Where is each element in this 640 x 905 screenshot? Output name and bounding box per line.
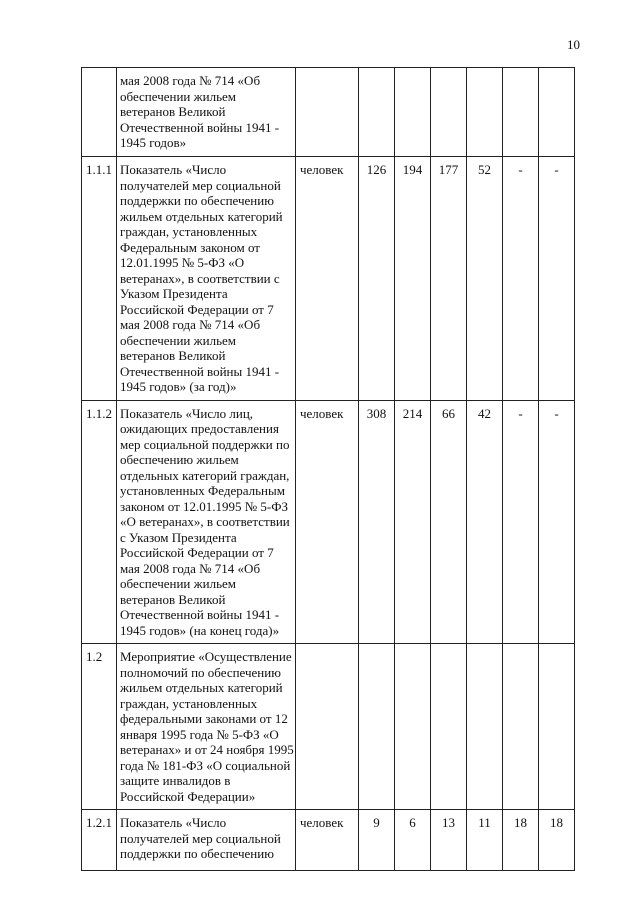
description-line: обеспечении жильем xyxy=(120,332,236,348)
description-line: законом от 12.01.1995 № 5-ФЗ xyxy=(120,498,289,514)
unit-cell: человек xyxy=(296,810,359,871)
description-line: января 1995 года № 5-ФЗ «О xyxy=(120,726,279,742)
description-line: Показатель «Число xyxy=(120,815,227,830)
description-line: Показатель «Число xyxy=(120,162,227,177)
row-number-cell: 1.1.2 xyxy=(82,400,117,644)
value-cell-5 xyxy=(503,68,539,157)
table-row xyxy=(82,400,575,644)
description-line: граждан, установленных xyxy=(120,224,258,239)
description-line: обеспечении жильем xyxy=(120,576,236,591)
description-line: жильем отдельных категорий xyxy=(120,680,283,695)
description-line: Указом Президента xyxy=(120,286,228,301)
description-line: ветеранов Великой xyxy=(120,348,226,363)
description-line: поддержки по обеспечению xyxy=(120,846,274,861)
description-line: с Указом Президента xyxy=(120,529,237,545)
row-number-cell: 1.2.1 xyxy=(82,810,117,871)
description-line: мер социальной поддержки по xyxy=(120,436,290,452)
table-body xyxy=(82,68,575,871)
value-cell-5 xyxy=(503,644,539,810)
indicators-table xyxy=(81,67,575,871)
value-cell-4: 52 xyxy=(467,157,503,401)
value-cell-1: 9 xyxy=(359,810,395,871)
table-row xyxy=(82,157,575,401)
value-cell-1 xyxy=(359,68,395,157)
description-line: мая 2008 года № 714 «Об xyxy=(120,317,261,332)
description-cell xyxy=(117,68,296,157)
value-cell-3: 177 xyxy=(431,157,467,401)
description-cell xyxy=(117,400,296,644)
unit-cell: человек xyxy=(296,157,359,401)
unit-cell: человек xyxy=(296,400,359,644)
description-line: обеспечении жильем xyxy=(120,88,236,104)
description-cell xyxy=(117,157,296,401)
page-number: 10 xyxy=(567,37,580,52)
value-cell-6 xyxy=(539,68,575,157)
description-line: Российской Федерации от 7 xyxy=(120,545,274,560)
value-cell-3: 66 xyxy=(431,400,467,644)
row-number-cell xyxy=(82,68,117,157)
value-cell-5: - xyxy=(503,157,539,401)
value-cell-3 xyxy=(431,644,467,810)
value-cell-2: 6 xyxy=(395,810,431,871)
value-cell-6 xyxy=(539,644,575,810)
value-cell-1: 126 xyxy=(359,157,395,401)
description-line: года № 181-ФЗ «О социальной xyxy=(120,757,291,773)
description-line: установленных Федеральным xyxy=(120,483,285,498)
description-line: Отечественной войны 1941 - xyxy=(120,119,280,135)
value-cell-2: 214 xyxy=(395,400,431,644)
value-cell-4 xyxy=(467,68,503,157)
row-number-cell: 1.1.1 xyxy=(82,157,117,401)
description-line: отдельных категорий граждан, xyxy=(120,467,290,483)
value-cell-6: - xyxy=(539,157,575,401)
description-cell xyxy=(117,644,296,810)
value-cell-2 xyxy=(395,644,431,810)
description-line: граждан, установленных xyxy=(120,695,258,711)
value-cell-2 xyxy=(395,68,431,157)
unit-cell xyxy=(296,644,359,810)
value-cell-1: 308 xyxy=(359,400,395,644)
value-cell-3 xyxy=(431,68,467,157)
value-cell-6: 18 xyxy=(539,810,575,871)
description-line: Российской Федерации» xyxy=(120,788,256,804)
description-line: 1945 годов» (за год)» xyxy=(120,379,237,394)
description-line: Показатель «Число лиц, xyxy=(120,405,254,421)
value-cell-6: - xyxy=(539,400,575,644)
value-cell-5: 18 xyxy=(503,810,539,871)
description-line: ветеранах» и от 24 ноября 1995 xyxy=(120,742,294,757)
description-line: Отечественной войны 1941 - xyxy=(120,607,280,622)
description-line: ветеранах», в соответствии с xyxy=(120,270,280,286)
description-line: обеспечению жильем xyxy=(120,452,239,467)
row-number-cell: 1.2 xyxy=(82,644,117,810)
table-row xyxy=(82,68,575,157)
table-row xyxy=(82,644,575,810)
description-line: Российской Федерации от 7 xyxy=(120,301,274,317)
description-line: поддержки по обеспечению xyxy=(120,193,274,208)
description-line: получателей мер социальной xyxy=(120,830,281,846)
value-cell-4: 42 xyxy=(467,400,503,644)
description-line: полномочий по обеспечению xyxy=(120,664,281,680)
description-line: ветеранов Великой xyxy=(120,591,226,607)
description-line: 1945 годов» xyxy=(120,135,187,150)
description-line: мая 2008 года № 714 «Об xyxy=(120,73,261,88)
description-line: федеральными законами от 12 xyxy=(120,711,288,726)
description-line: жильем отдельных категорий xyxy=(120,208,283,224)
value-cell-1 xyxy=(359,644,395,810)
description-line: Мероприятие «Осуществление xyxy=(120,649,292,664)
value-cell-4 xyxy=(467,644,503,810)
description-line: Отечественной войны 1941 - xyxy=(120,363,280,379)
description-line: «О ветеранах», в соответствии xyxy=(120,514,290,529)
description-line: Федеральным законом от xyxy=(120,239,260,255)
value-cell-4: 11 xyxy=(467,810,503,871)
value-cell-2: 194 xyxy=(395,157,431,401)
value-cell-5: - xyxy=(503,400,539,644)
description-line: получателей мер социальной xyxy=(120,177,281,193)
description-line: 1945 годов» (на конец года)» xyxy=(120,622,280,638)
description-line: 12.01.1995 № 5-ФЗ «О xyxy=(120,255,245,270)
description-cell xyxy=(117,810,296,871)
description-line: защите инвалидов в xyxy=(120,773,231,788)
unit-cell xyxy=(296,68,359,157)
description-line: ожидающих предоставления xyxy=(120,421,279,436)
value-cell-3: 13 xyxy=(431,810,467,871)
description-line: мая 2008 года № 714 «Об xyxy=(120,560,261,576)
table-row xyxy=(82,810,575,871)
description-line: ветеранов Великой xyxy=(120,104,226,119)
